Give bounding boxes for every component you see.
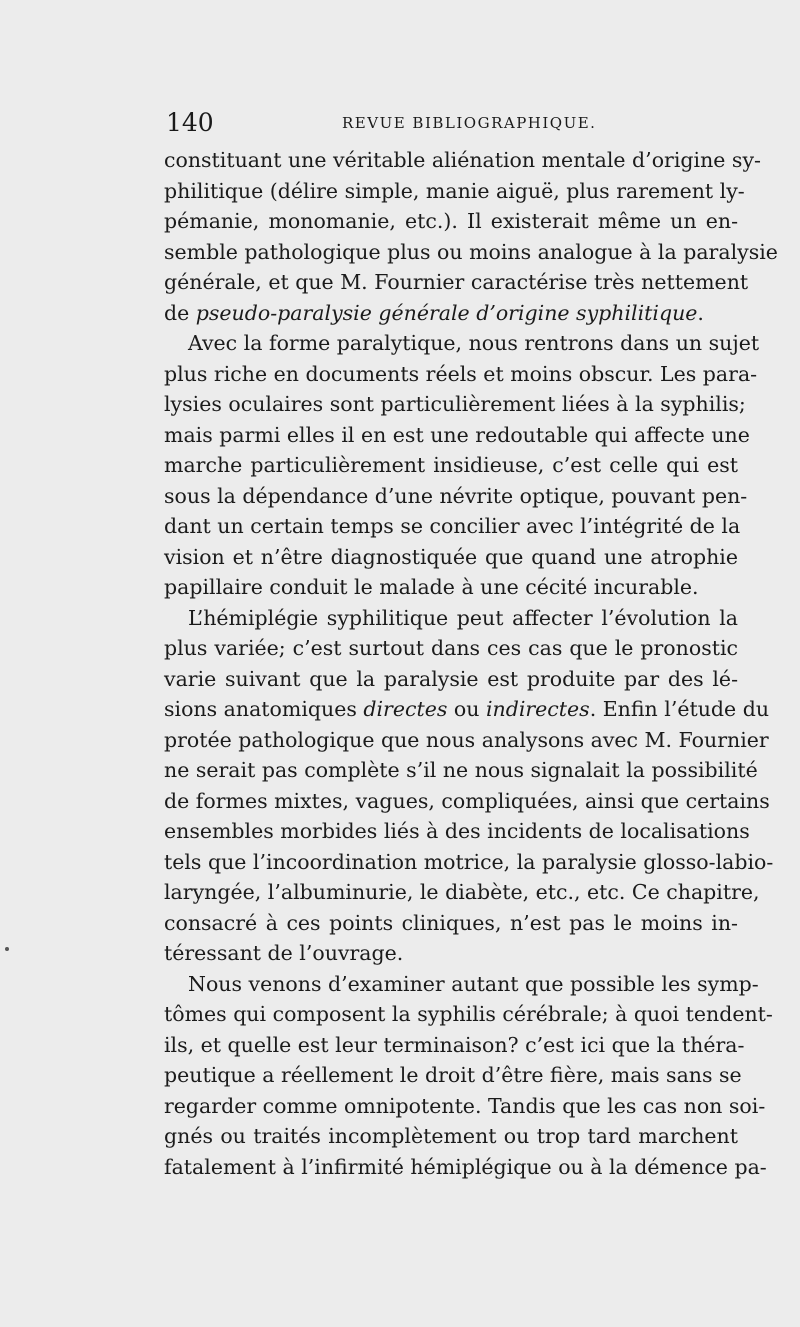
text-run: regarder comme omnipotente. Tandis que les cas non soi- [164, 1093, 766, 1118]
text-line [164, 908, 738, 939]
text-run: gnés ou traités incomplètement ou trop tard marchent [164, 1124, 738, 1148]
page-number: 140 [166, 108, 214, 137]
text-line [164, 389, 746, 420]
text-line [164, 1030, 745, 1061]
text-line [164, 298, 738, 329]
text-line [164, 1152, 767, 1183]
text-run: sions anatomiques [164, 697, 364, 721]
italic-text: pseudo-paralysie générale d’origine syphilitique [195, 300, 698, 325]
text-run: plus variée; c’est surtout dans ces cas que le pronostic [164, 636, 738, 660]
text-run: Nous venons d’examiner autant que possible les symp- [188, 971, 759, 996]
text-run: de [164, 300, 196, 325]
text-run: dant un certain temps se concilier avec l’intégrité de la [164, 514, 741, 538]
text-run: ensembles morbides liés à des incidents de localisations [164, 819, 750, 843]
text-run: téressant de l’ouvrage. [164, 941, 404, 965]
text-run: sous la dépendance d’une névrite optique, pouvant pen- [164, 483, 748, 508]
text-line [164, 572, 738, 603]
text-line [164, 969, 759, 1000]
text-run: ne serait pas complète s’il ne nous signalait la possibilité [164, 758, 758, 782]
text-line [164, 999, 773, 1030]
text-line [164, 328, 760, 359]
text-line [164, 481, 748, 512]
text-line [164, 267, 749, 298]
italic-text: indirectes [485, 697, 590, 721]
text-run: vision et n’être diagnostiquée que quand une atrophie [164, 544, 738, 569]
text-line [164, 206, 738, 237]
page-header [166, 108, 736, 144]
text-run: ils, et quelle est leur terminaison? c’est ici que la théra- [164, 1032, 745, 1057]
text-line [164, 694, 770, 725]
running-head: REVUE BIBLIOGRAPHIQUE. [342, 114, 597, 132]
text-line [164, 1060, 742, 1091]
text-run: papillaire conduit le malade à une cécité incurable. [164, 575, 699, 599]
text-line [164, 237, 778, 268]
text-line [164, 145, 761, 176]
italic-text: directes [363, 697, 448, 721]
text-line [164, 786, 770, 817]
text-run: mais parmi elles il en est une redoutable qui affecte une [164, 422, 750, 447]
text-line [164, 450, 738, 481]
text-run: protée pathologique que nous analysons avec M. Fournier [164, 727, 769, 752]
text-run: varie suivant que la paralysie est produite par des lé- [164, 666, 738, 691]
text-run: ou [447, 697, 486, 721]
text-run: générale, et que M. Fournier caractérise très nettement [164, 270, 749, 294]
text-line [164, 816, 750, 847]
text-line [164, 1121, 738, 1152]
text-run: fatalement à l’infirmité hémiplégique ou à la démence pa- [164, 1154, 767, 1179]
text-line [164, 603, 738, 634]
text-run: de formes mixtes, vagues, compliquées, ainsi que certains [164, 788, 770, 813]
ink-speck [5, 947, 9, 951]
text-run: marche particulièrement insidieuse, c’est celle qui est [164, 453, 738, 477]
text-line [164, 542, 738, 573]
text-run: consacré à ces points cliniques, n’est pas le moins in- [164, 910, 738, 935]
text-line [164, 847, 774, 878]
text-line [164, 511, 741, 542]
text-run: plus riche en documents réels et moins obscur. Les para- [164, 361, 758, 386]
text-run: pémanie, monomanie, etc.). Il existerait même un en- [164, 209, 738, 233]
text-run: constituant une véritable aliénation mentale d’origine sy- [164, 148, 761, 172]
text-run: L’hémiplégie syphilitique peut affecter l’évolution la [188, 605, 738, 630]
text-run: . Enfin l’étude du [589, 697, 770, 721]
text-run: tels que l’incoordination motrice, la paralysie glosso-labio- [164, 849, 774, 874]
text-line [164, 877, 760, 908]
text-run: tômes qui composent la syphilis cérébrale; à quoi tendent- [164, 1002, 773, 1026]
text-line [164, 664, 738, 695]
text-run: Avec la forme paralytique, nous rentrons dans un sujet [188, 331, 760, 355]
text-line [164, 725, 769, 756]
text-line [164, 359, 758, 390]
text-run: peutique a réellement le droit d’être fière, mais sans se [164, 1063, 742, 1087]
text-line [164, 633, 738, 664]
body-text [164, 145, 778, 1182]
text-run: . [697, 300, 704, 325]
text-run: laryngée, l’albuminurie, le diabète, etc., etc. Ce chapitre, [164, 880, 760, 904]
text-line [164, 755, 758, 786]
text-line [164, 176, 745, 207]
text-line [164, 938, 738, 969]
text-line [164, 420, 750, 451]
text-run: philitique (délire simple, manie aiguë, plus rarement ly- [164, 178, 745, 203]
text-line [164, 1091, 766, 1122]
text-run: semble pathologique plus ou moins analogue à la paralysie [164, 239, 778, 264]
text-run: lysies oculaires sont particulièrement liées à la syphilis; [164, 392, 746, 416]
